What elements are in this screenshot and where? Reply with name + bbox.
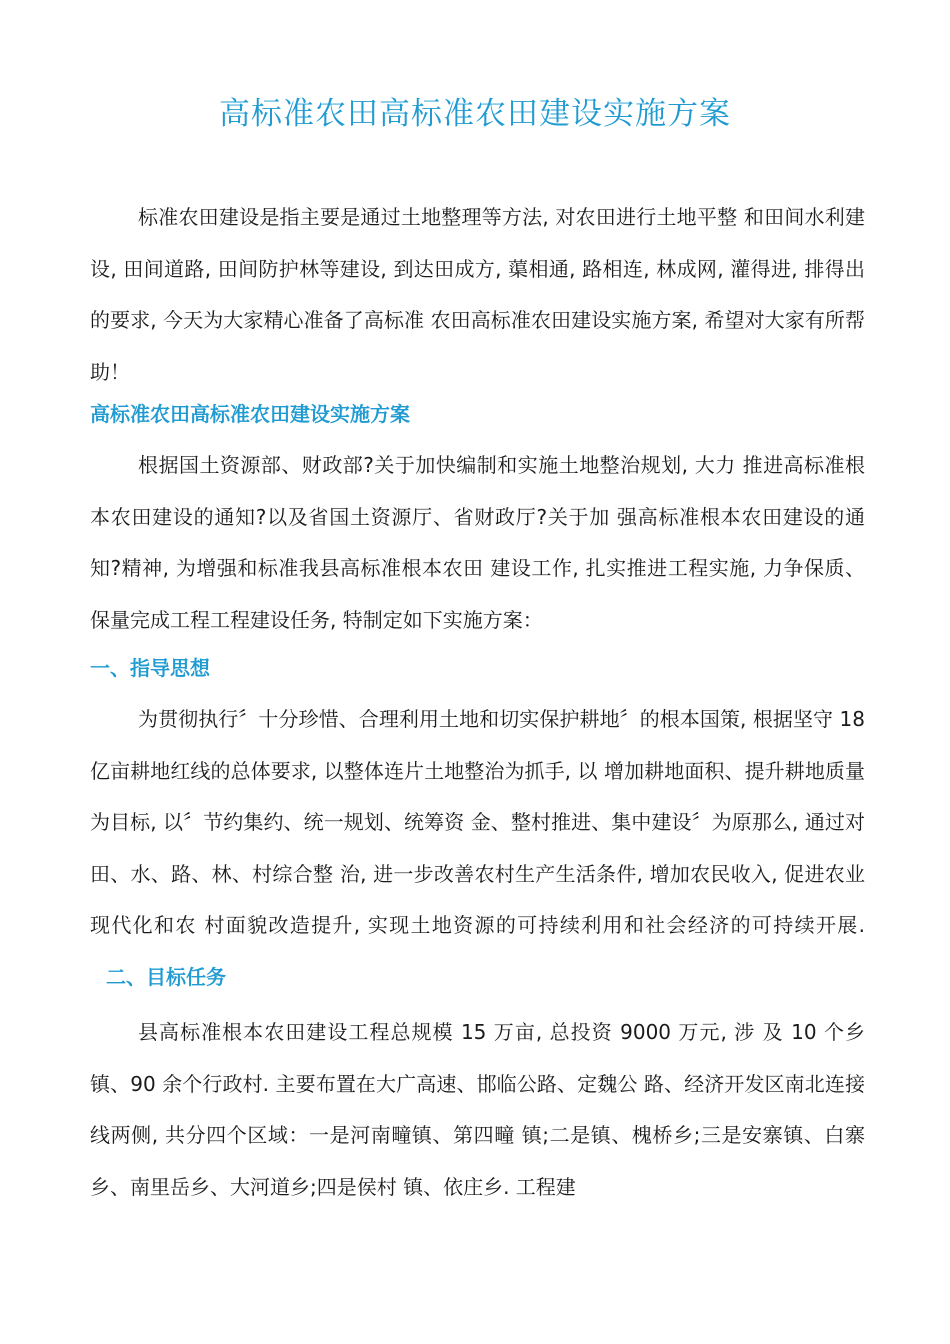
- basis-paragraph: 根据国土资源部、财政部?关于加快编制和实施土地整治规划, 大力 推进高标准根本农田建设的通知?以及省国土资源厅、省财政厅?关于加 强高标准根本农田建设的通知?精神, 为增强和标准我县高标准根本农田 建设工作, 扎实推进工程实施, 力争保质、保量完成工程工程建设任务, 特制定如下实施方案：: [90, 453, 865, 632]
- guiding-ideology-paragraph: [90, 694, 865, 1003]
- guiding-ideology-text: 为贯彻执行〞十分珍惜、合理利用土地和切实保护耕地〞的根本国策, 根据坚守 18 亿亩耕地红线的总体要求, 以整体连片土地整治为抓手, 以 增加耕地面积、提升耕地质量为目标, 以〞节约集约、统一规划、统筹资 金、整村推进、集中建设〞为原那么, 通过对田、水、路、林、村综合整 治, 进一步改善农村生产生活条件, 增加农民收入, 促进农业现代化和农 村面貌改造提升, 实现土地资源的可持续利用和社会经济的可持续开展.: [90, 707, 865, 937]
- heading-guiding-ideology: 一、指导思想: [90, 656, 210, 680]
- document-title: 高标准农田高标准农田建设实施方案: [219, 96, 731, 132]
- section-subtitle: 高标准农田高标准农田建设实施方案: [90, 402, 410, 426]
- targets-paragraph: 县高标准根本农田建设工程总规模 15 万亩, 总投资 9000 万元, 涉 及 10 个乡镇、90 余个行政村. 主要布置在大广高速、邯临公路、定魏公 路、经济开发区南北连接线两侧, 共分四个区域：一是河南疃镇、第四疃 镇;二是镇、槐桥乡;三是安寨镇、白寨乡、南里岳乡、大河道乡;四是侯村 镇、依庄乡. 工程建: [90, 1020, 865, 1199]
- intro-paragraph: 标准农田建设是指主要是通过土地整理等方法, 对农田进行土地平整 和田间水利建设, 田间道路, 田间防护林等建设, 到达田成方, 蕖相通, 路相连, 林成网, 灌得进, 排得出的要求, 今天为大家精心准备了高标准 农田高标准农田建设实施方案, 希望对大家有所帮助！: [90, 205, 865, 384]
- heading-targets: 二、目标任务: [106, 964, 226, 989]
